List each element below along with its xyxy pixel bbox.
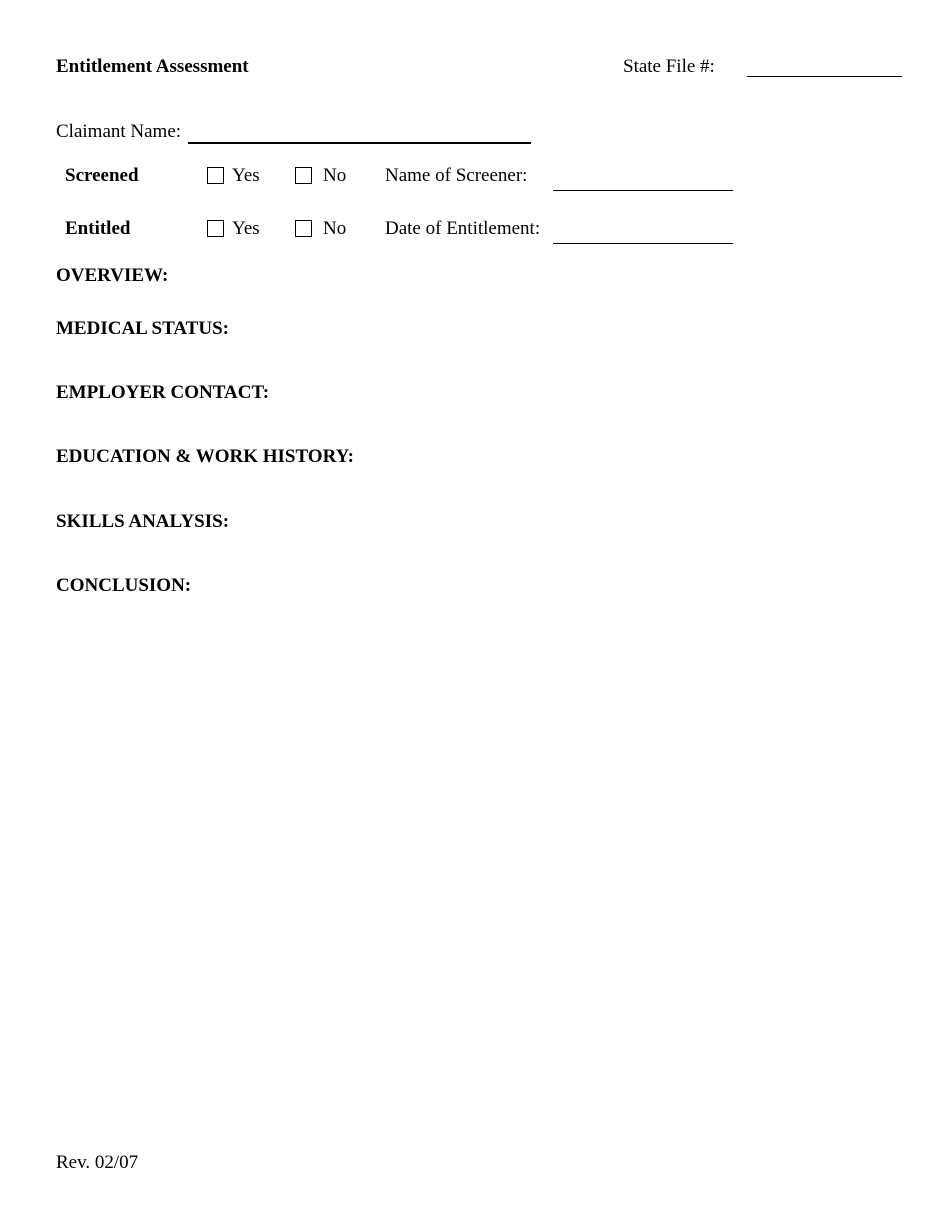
section-overview: OVERVIEW: — [56, 265, 169, 286]
state-file-field[interactable] — [747, 76, 902, 77]
claimant-name-field[interactable] — [188, 142, 531, 144]
section-medical-status: MEDICAL STATUS: — [56, 318, 229, 339]
section-education-work-history: EDUCATION & WORK HISTORY: — [56, 446, 354, 467]
entitled-yes-label: Yes — [232, 218, 260, 239]
entitled-no-checkbox[interactable] — [295, 220, 312, 237]
screened-yes-label: Yes — [232, 165, 260, 186]
state-file-label: State File #: — [623, 56, 715, 77]
section-skills-analysis: SKILLS ANALYSIS: — [56, 511, 230, 532]
entitlement-date-label: Date of Entitlement: — [385, 218, 541, 239]
entitled-label: Entitled — [65, 218, 131, 239]
section-employer-contact: EMPLOYER CONTACT: — [56, 382, 270, 403]
screener-name-label: Name of Screener: — [385, 165, 528, 186]
form-title: Entitlement Assessment — [56, 56, 249, 77]
revision-label: Rev. 02/07 — [56, 1152, 139, 1173]
entitlement-date-field[interactable] — [553, 243, 733, 244]
screened-no-checkbox[interactable] — [295, 167, 312, 184]
section-conclusion: CONCLUSION: — [56, 575, 192, 596]
entitled-no-label: No — [323, 218, 347, 239]
screened-no-label: No — [323, 165, 347, 186]
claimant-name-label: Claimant Name: — [56, 121, 182, 142]
screened-label: Screened — [65, 165, 139, 186]
screener-name-field[interactable] — [553, 190, 733, 191]
entitled-yes-checkbox[interactable] — [207, 220, 224, 237]
screened-yes-checkbox[interactable] — [207, 167, 224, 184]
